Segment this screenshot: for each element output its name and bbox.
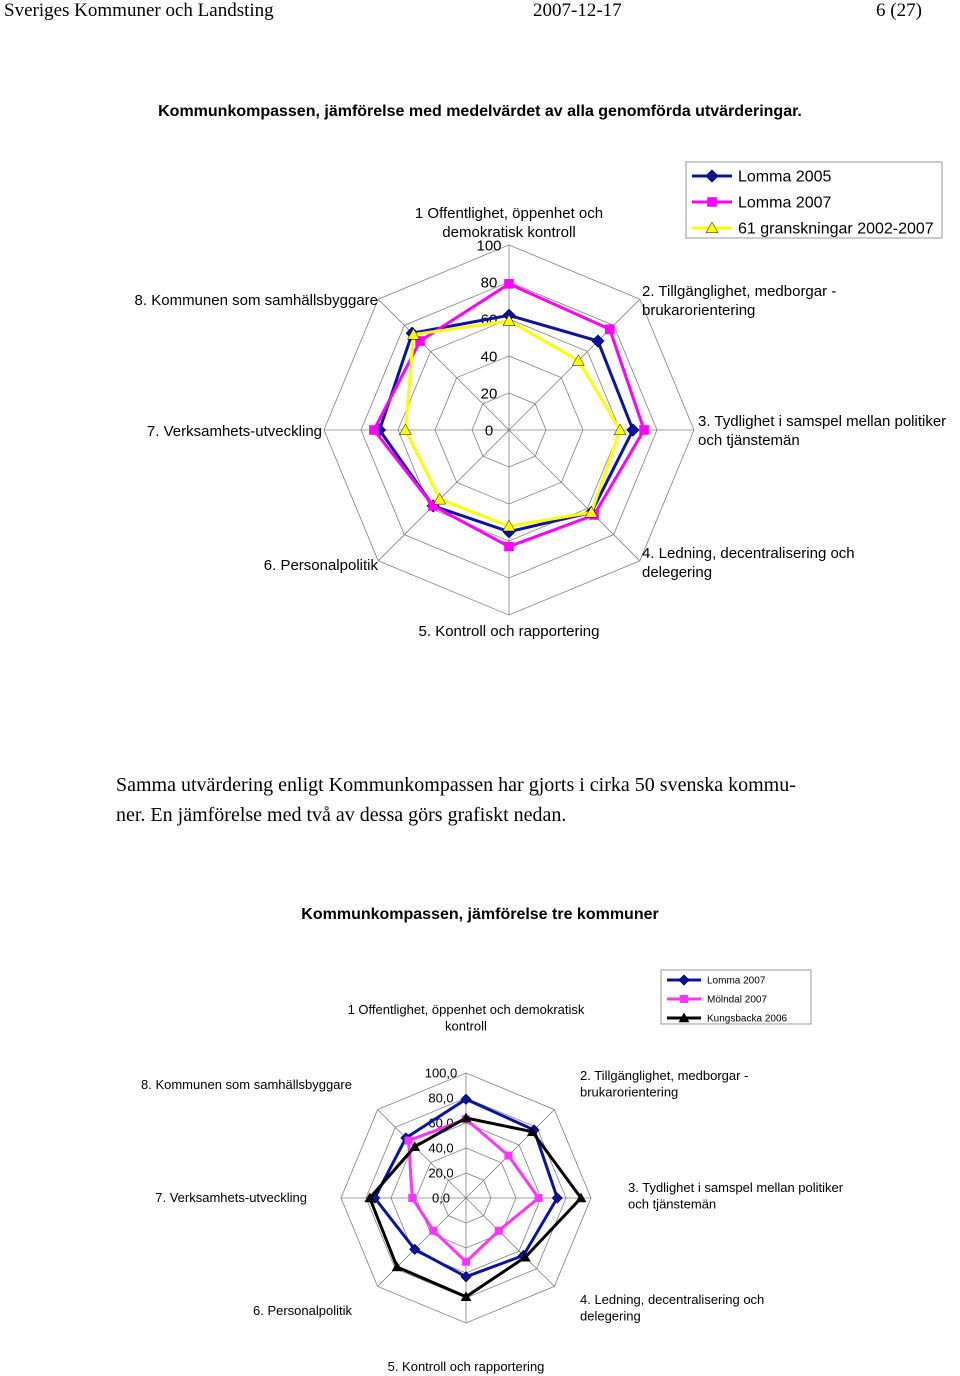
axis-label-4-line-1: 4. Ledning, decentralisering och bbox=[580, 1292, 765, 1307]
axis-label-6 bbox=[253, 1303, 352, 1318]
chart1-title: Kommunkompassen, jämförelse med medelvärdet av alla genomförda utvärderingar. bbox=[158, 103, 802, 120]
axis-label-3-line-2: och tjänstemän bbox=[698, 431, 800, 449]
tick-label-20: 20,0 bbox=[428, 1165, 454, 1181]
data-point-2-8 bbox=[405, 1137, 413, 1145]
legend-label-1: Lomma 2005 bbox=[738, 168, 832, 186]
axis-label-5 bbox=[419, 623, 600, 640]
radar-chart-2 bbox=[0, 930, 960, 1376]
tick-label-80: 80,0 bbox=[428, 1090, 454, 1106]
legend-label-2: Mölndal 2007 bbox=[707, 994, 768, 1006]
tick-label-20: 20 bbox=[480, 385, 498, 403]
radar-chart-1 bbox=[0, 150, 960, 800]
data-point-legend-2 bbox=[680, 995, 688, 1003]
axis-label-5-line-1: 5. Kontroll och rapportering bbox=[387, 1359, 545, 1374]
data-point-2-3 bbox=[535, 1194, 543, 1202]
data-point-2-7 bbox=[369, 425, 379, 435]
axis-label-3-line-1: 3. Tydlighet i samspel mellan politiker bbox=[698, 413, 947, 430]
axis-label-2-line-2: brukarorientering bbox=[580, 1084, 679, 1100]
data-point-2-5 bbox=[462, 1258, 470, 1266]
legend bbox=[661, 970, 811, 1025]
data-point-2-4 bbox=[495, 1227, 503, 1235]
header-org: Sveriges Kommuner och Landsting bbox=[4, 0, 274, 21]
tick-label-60: 60 bbox=[480, 311, 498, 329]
axis-label-1 bbox=[415, 205, 603, 241]
data-point-2-5 bbox=[504, 542, 514, 552]
tick-label-0: 0,0 bbox=[431, 1190, 451, 1206]
data-point-2-7 bbox=[408, 1194, 416, 1202]
tick-label-40: 40,0 bbox=[428, 1140, 454, 1156]
tick-label-100: 100,0 bbox=[424, 1065, 458, 1081]
axis-label-5-line-1: 5. Kontroll och rapportering bbox=[418, 623, 600, 640]
axis-label-6 bbox=[264, 557, 379, 574]
data-point-2-6 bbox=[429, 1227, 437, 1235]
data-point-2-2 bbox=[605, 324, 615, 334]
spoke-6 bbox=[378, 430, 509, 561]
axis-label-4 bbox=[642, 545, 855, 581]
tick-label-60: 60,0 bbox=[428, 1115, 454, 1131]
axis-label-2 bbox=[642, 283, 836, 319]
axis-label-8 bbox=[135, 292, 378, 309]
legend-label-1: Lomma 2007 bbox=[707, 975, 766, 987]
axis-label-3-line-2: och tjänstemän bbox=[628, 1196, 717, 1212]
axis-label-6-line-1: 6. Personalpolitik bbox=[263, 557, 378, 574]
axis-label-1-line-1: 1 Offentlighet, öppenhet och bbox=[414, 205, 604, 222]
axis-label-7 bbox=[147, 423, 322, 440]
axis-label-6-line-1: 6. Personalpolitik bbox=[253, 1303, 352, 1318]
axis-label-7 bbox=[155, 1190, 307, 1205]
data-point-2-2 bbox=[504, 1152, 512, 1160]
axis-label-5 bbox=[388, 1359, 545, 1374]
header-date: 2007-12-17 bbox=[533, 0, 622, 21]
axis-label-8-line-1: 8. Kommunen som samhällsbyggare bbox=[141, 1077, 352, 1092]
axis-label-4-line-2: delegering bbox=[580, 1308, 641, 1324]
axis-label-1 bbox=[348, 1002, 585, 1033]
axis-label-2-line-1: 2. Tillgänglighet, medborgar - bbox=[580, 1068, 749, 1083]
tick-label-100: 100 bbox=[476, 237, 502, 255]
axis-label-8-line-1: 8. Kommunen som samhällsbyggare bbox=[134, 292, 378, 309]
legend-label-3: 61 granskningar 2002-2007 bbox=[738, 220, 934, 238]
data-point-2-3 bbox=[639, 425, 649, 435]
tick-label-0: 0 bbox=[484, 422, 494, 440]
axis-label-2 bbox=[580, 1068, 748, 1099]
body-paragraph bbox=[116, 770, 852, 830]
data-point-legend-2 bbox=[707, 197, 717, 207]
axis-label-2-line-1: 2. Tillgänglighet, medborgar - bbox=[642, 283, 837, 300]
spoke-4 bbox=[509, 430, 640, 561]
chart2-title: Kommunkompassen, jämförelse tre kommuner bbox=[301, 906, 659, 923]
axis-label-1-line-1: 1 Offentlighet, öppenhet och demokratisk bbox=[347, 1002, 585, 1017]
paragraph-line-1: Samma utvärdering enligt Kommunkompassen har gjorts i cirka 50 svenska kommu- bbox=[116, 774, 796, 796]
data-point-2-1 bbox=[504, 279, 514, 289]
axis-label-1-line-2: demokratisk kontroll bbox=[442, 223, 576, 241]
legend bbox=[686, 162, 942, 238]
axis-label-7-line-1: 7. Verksamhets-utveckling bbox=[146, 423, 322, 440]
tick-label-80: 80 bbox=[480, 274, 498, 292]
axis-label-3 bbox=[698, 413, 946, 449]
axis-label-4-line-2: delegering bbox=[642, 563, 713, 581]
data-point-1-3 bbox=[627, 424, 639, 436]
axis-label-3-line-1: 3. Tydlighet i samspel mellan politiker bbox=[628, 1180, 844, 1195]
axis-label-2-line-2: brukarorientering bbox=[642, 301, 756, 319]
axis-label-1-line-2: kontroll bbox=[445, 1018, 487, 1034]
axis-label-7-line-1: 7. Verksamhets-utveckling bbox=[155, 1190, 307, 1205]
axis-label-4-line-1: 4. Ledning, decentralisering och bbox=[642, 545, 855, 562]
legend-label-3: Kungsbacka 2006 bbox=[707, 1013, 788, 1025]
data-point-3-7 bbox=[399, 424, 411, 435]
tick-label-40: 40 bbox=[480, 348, 498, 366]
axis-label-4 bbox=[580, 1292, 764, 1323]
header-page: 6 (27) bbox=[876, 0, 922, 21]
axis-label-8 bbox=[141, 1077, 352, 1092]
paragraph-line-2: ner. En jämförelse med två av dessa görs grafiskt nedan. bbox=[116, 804, 567, 826]
legend-label-2: Lomma 2007 bbox=[738, 194, 832, 212]
axis-label-3 bbox=[628, 1180, 844, 1211]
